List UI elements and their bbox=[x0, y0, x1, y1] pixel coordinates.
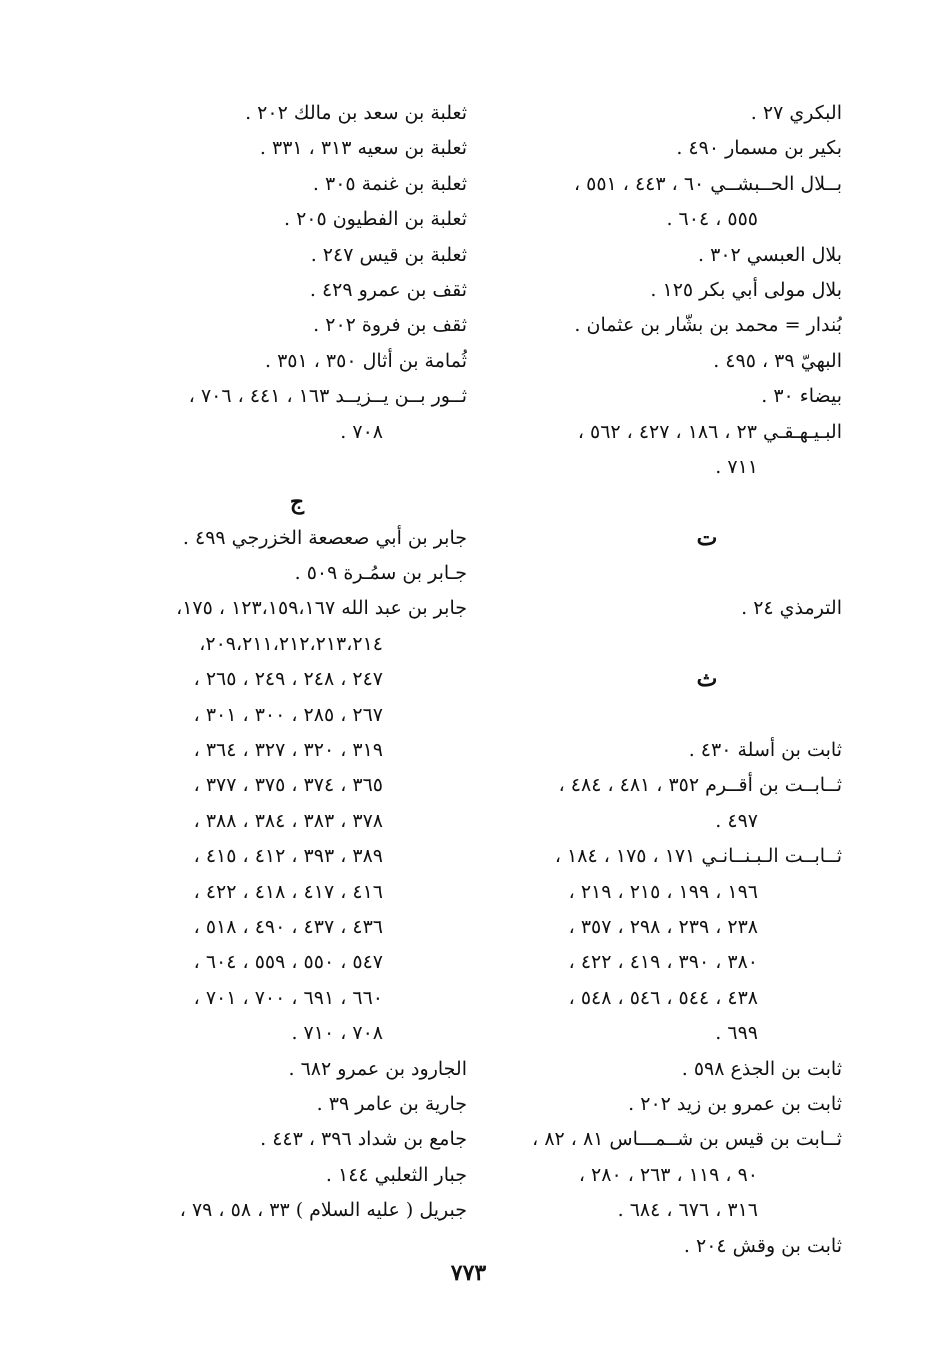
index-entry-continuation: ٣١٩ ، ٣٢٠ ، ٣٢٧ ، ٣٦٤ ، bbox=[193, 739, 383, 762]
right-column bbox=[512, 96, 842, 1264]
section-letter-heading: ث bbox=[696, 666, 718, 693]
index-entry: بلال العبسي ٣٠٢ . bbox=[698, 243, 842, 266]
index-entry-continuation: ٦٩٩ . bbox=[715, 1022, 758, 1045]
index-entry-continuation: ٣٨٠ ، ٣٩٠ ، ٤١٩ ، ٤٢٢ ، bbox=[568, 951, 758, 974]
index-entry-continuation: ٤٣٨ ، ٥٤٤ ، ٥٤٦ ، ٥٤٨ ، bbox=[568, 986, 758, 1009]
index-entry: بكير بن مسمار ٤٩٠ . bbox=[676, 137, 842, 160]
index-entry: ثعلبة بن سعيه ٣١٣ ، ٣٣١ . bbox=[259, 137, 467, 160]
section-spacer bbox=[512, 485, 842, 520]
index-entry: بُندار = محمد بن بشّار بن عثمان . bbox=[574, 314, 842, 337]
index-entry-continuation: ٦٦٠ ، ٦٩١ ، ٧٠٠ ، ٧٠١ ، bbox=[193, 986, 383, 1009]
index-entry-continuation: ٣٨٩ ، ٣٩٣ ، ٤١٢ ، ٤١٥ ، bbox=[193, 845, 383, 868]
index-entry-continuation: ٢٤٧ ، ٢٤٨ ، ٢٤٩ ، ٢٦٥ ، bbox=[193, 668, 383, 691]
section-letter-heading: ج bbox=[289, 489, 305, 516]
section-spacer bbox=[127, 450, 467, 485]
section-letter-heading: ت bbox=[696, 524, 718, 551]
index-entry: جبريل ( عليه السلام ) ٣٣ ، ٥٨ ، ٧٩ ، bbox=[179, 1199, 467, 1222]
section-spacer bbox=[512, 556, 842, 591]
index-entry-continuation: ٥٥٥ ، ٦٠٤ . bbox=[666, 208, 758, 231]
index-entry-continuation: ٣٦٥ ، ٣٧٤ ، ٣٧٥ ، ٣٧٧ ، bbox=[193, 774, 383, 797]
index-entry: ثعلبة بن غنمة ٣٠٥ . bbox=[312, 172, 467, 195]
index-entry-continuation: ٤١٦ ، ٤١٧ ، ٤١٨ ، ٤٢٢ ، bbox=[193, 880, 383, 903]
index-entry-continuation: ٢٣٨ ، ٢٣٩ ، ٢٩٨ ، ٣٥٧ ، bbox=[568, 915, 758, 938]
page-number: ٧٧٣ bbox=[450, 1260, 487, 1286]
index-entry-continuation: ٤٣٦ ، ٤٣٧ ، ٤٩٠ ، ٥١٨ ، bbox=[193, 915, 383, 938]
index-entry-continuation: ٢٠٩،٢١١،٢١٢،٢١٣،٢١٤، bbox=[199, 632, 383, 655]
index-entry: ثابت بن عمرو بن زيد ٢٠٢ . bbox=[628, 1092, 842, 1115]
index-entry-continuation: ١٩٦ ، ١٩٩ ، ٢١٥ ، ٢١٩ ، bbox=[568, 880, 758, 903]
index-entry: جـابر بن سمُـرة ٥٠٩ . bbox=[294, 562, 467, 585]
index-entry: ثقف بن فروة ٢٠٢ . bbox=[313, 314, 467, 337]
left-column bbox=[127, 96, 467, 1229]
section-spacer bbox=[512, 627, 842, 662]
index-entry: ثابت بن وقش ٢٠٤ . bbox=[683, 1234, 842, 1257]
index-entry: ثابت بن الجذع ٥٩٨ . bbox=[681, 1057, 842, 1080]
index-entry: ثــابت بن قيس بن شــمـــاس ٨١ ، ٨٢ ، bbox=[532, 1128, 842, 1151]
index-entry: جابر بن أبي صعصعة الخزرجي ٤٩٩ . bbox=[182, 526, 467, 549]
index-entry-continuation: ٥٤٧ ، ٥٥٠ ، ٥٥٩ ، ٦٠٤ ، bbox=[193, 951, 383, 974]
index-entry: الترمذي ٢٤ . bbox=[741, 597, 842, 620]
index-entry: ثُمامة بن أثال ٣٥٠ ، ٣٥١ . bbox=[264, 349, 467, 372]
index-entry-continuation: ٤٩٧ . bbox=[715, 809, 758, 832]
index-entry: بلال مولى أبي بكر ١٢٥ . bbox=[650, 278, 842, 301]
index-entry-continuation: ٣٧٨ ، ٣٨٣ ، ٣٨٤ ، ٣٨٨ ، bbox=[193, 809, 383, 832]
index-entry: ثــور بــن يــزيــد ١٦٣ ، ٤٤١ ، ٧٠٦ ، bbox=[188, 385, 467, 408]
index-entry: بــلال الحــبشــي ٦٠ ، ٤٤٣ ، ٥٥١ ، bbox=[573, 172, 842, 195]
index-entry: جابر بن عبد الله ١٢٣،١٥٩،١٦٧ ، ١٧٥، bbox=[176, 597, 467, 620]
index-entry-continuation: ٢٦٧ ، ٢٨٥ ، ٣٠٠ ، ٣٠١ ، bbox=[193, 703, 383, 726]
index-entry: ثابت بن أسلة ٤٣٠ . bbox=[688, 739, 842, 762]
index-entry-continuation: ٧١١ . bbox=[715, 455, 758, 478]
index-entry: ثــابــت الـبـنــانـي ١٧١ ، ١٧٥ ، ١٨٤ ، bbox=[554, 845, 842, 868]
index-entry: جبار الثعلبي ١٤٤ . bbox=[325, 1163, 467, 1186]
index-entry: ثــابــت بن أقــرم ٣٥٢ ، ٤٨١ ، ٤٨٤ ، bbox=[558, 774, 842, 797]
index-entry-continuation: ٧٠٨ ، ٧١٠ . bbox=[291, 1022, 383, 1045]
index-entry: البـيـهـقـي ٢٣ ، ١٨٦ ، ٤٢٧ ، ٥٦٢ ، bbox=[577, 420, 842, 443]
index-entry: البهيّ ٣٩ ، ٤٩٥ . bbox=[713, 349, 842, 372]
index-entry-continuation: ٧٠٨ . bbox=[340, 420, 383, 443]
index-entry: ثعلبة بن سعد بن مالك ٢٠٢ . bbox=[245, 102, 467, 124]
index-entry-continuation: ٣١٦ ، ٦٧٦ ، ٦٨٤ . bbox=[617, 1199, 758, 1222]
section-spacer bbox=[512, 698, 842, 733]
index-entry: البكري ٢٧ . bbox=[750, 102, 842, 124]
index-entry: جارية بن عامر ٣٩ . bbox=[316, 1092, 467, 1115]
index-entry: بيضاء ٣٠ . bbox=[761, 385, 842, 408]
index-entry: ثقف بن عمرو ٤٢٩ . bbox=[309, 278, 467, 301]
index-entry: جامع بن شداد ٣٩٦ ، ٤٤٣ . bbox=[260, 1128, 467, 1151]
index-entry: ثعلبة بن الفطيون ٢٠٥ . bbox=[283, 208, 467, 231]
index-entry: ثعلبة بن قيس ٢٤٧ . bbox=[310, 243, 467, 266]
index-entry: الجارود بن عمرو ٦٨٢ . bbox=[288, 1057, 467, 1080]
index-entry-continuation: ٩٠ ، ١١٩ ، ٢٦٣ ، ٢٨٠ ، bbox=[578, 1163, 758, 1186]
